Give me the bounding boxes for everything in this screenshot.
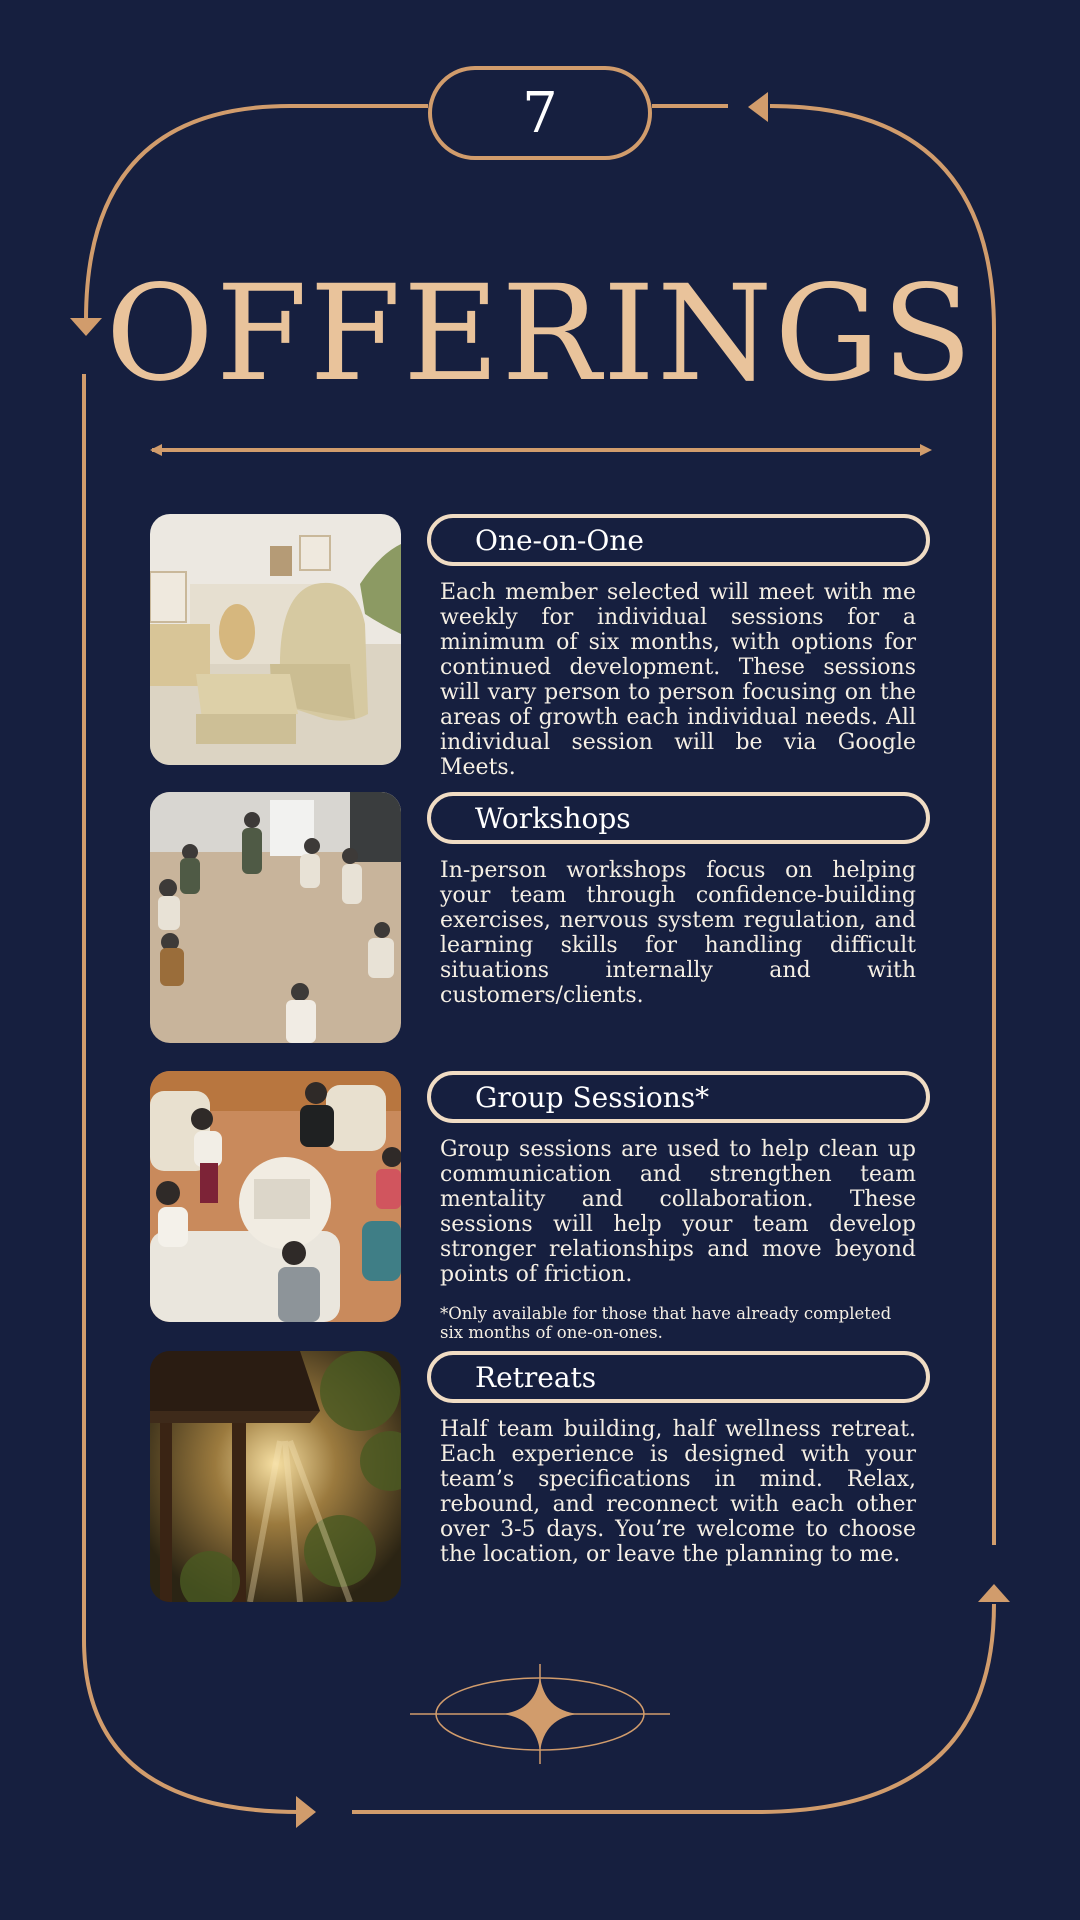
offering-heading: Group Sessions*	[475, 1080, 710, 1114]
offering-description: Each member selected will meet with me weekly for individual sessions for a minimum of six months, with options for continued development. These sessions will vary person to person focusing on the areas of growth each individual needs. All individual session will be via Google Meets.	[440, 580, 916, 780]
offering-description: In-person workshops focus on helping your team through confidence-building exercises, nervous system regulation, and learning skills for handling difficult situations internally and with customers/clients.	[440, 858, 916, 1008]
offering-description: Group sessions are used to help clean up communication and strengthen team mentality and collaboration. These sessions will help your team develop stronger relationships and move beyond points of friction.	[440, 1137, 916, 1287]
offering-heading: One-on-One	[475, 523, 644, 557]
page-title: OFFERINGS	[105, 257, 975, 411]
forest-retreat-photo	[150, 1351, 401, 1602]
offering-heading: Retreats	[475, 1360, 597, 1394]
group-session-photo	[150, 1071, 401, 1322]
offering-heading-pill	[427, 792, 930, 844]
offering-heading-pill	[427, 514, 930, 566]
offering-heading: Workshops	[475, 801, 631, 835]
offering-description: Half team building, half wellness retreat. Each experience is designed with your team’s specifications in mind. Relax, rebound, and reconnect with each other over 3-5 days. You’re welcome to choose the location, or leave the planning to me.	[440, 1417, 916, 1567]
living-room-armchair-photo	[150, 514, 401, 765]
offering-heading-pill	[427, 1071, 930, 1123]
offering-heading-pill	[427, 1351, 930, 1403]
page-number: 7	[428, 66, 652, 160]
offering-footnote: *Only available for those that have already completed six months of one-on-ones.	[440, 1304, 892, 1342]
star-ornament-icon	[410, 1664, 670, 1764]
workshop-circle-photo	[150, 792, 401, 1043]
